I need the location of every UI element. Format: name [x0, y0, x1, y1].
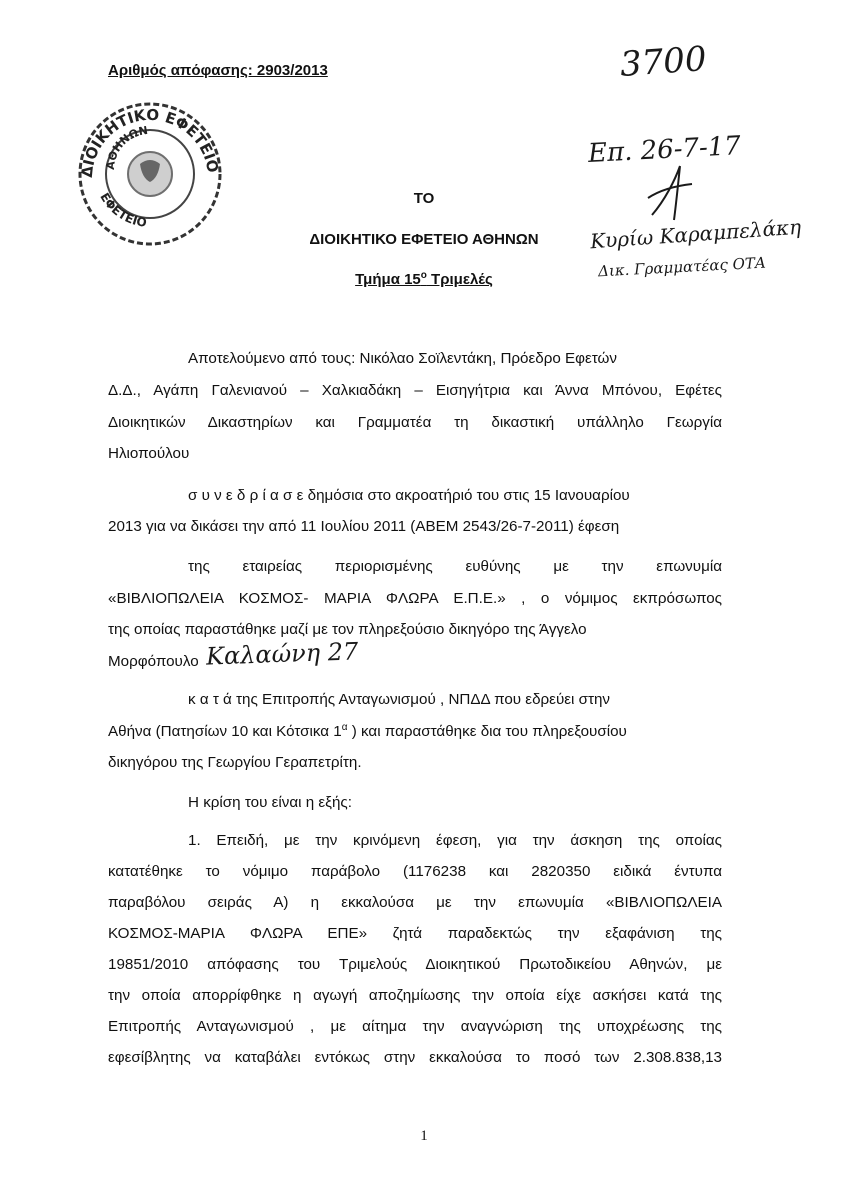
- court-line-1: ΤΟ: [413, 190, 435, 207]
- respondent-line-2: [108, 723, 627, 739]
- appellant-line-1: της εταιρείας περιορισμένης ευθύνης με την επωνυμία: [188, 558, 722, 575]
- paragraph1-line-5: 19851/2010 απόφασης του Τριμελούς Διοικητικού Πρωτοδικείου Αθηνών, με: [108, 956, 722, 973]
- appellant-line-4: Μορφόπουλο: [108, 653, 199, 670]
- court-line-2: ΔΙΟΙΚΗΤΙΚΟ ΕΦΕΤΕΙΟ ΑΘΗΝΩΝ: [309, 231, 539, 248]
- handwritten-date: Επ. 26-7-17: [587, 131, 742, 169]
- paragraph1-line-3: παραβόλου σειράς Α) η εκκαλούσα με την επωνυμία «ΒΙΒΛΙΟΠΩΛΕΙΑ: [108, 894, 722, 911]
- composition-line-2: Δ.Δ., Αγάπη Γαλενιανού – Χαλκιαδάκη – Εισηγήτρια και Άννα Μπόνου, Εφέτες: [108, 382, 722, 399]
- respondent-address: Αθήνα (Πατησίων 10 και Κότσικα 1: [108, 723, 342, 741]
- handwritten-number: 3700: [618, 39, 708, 85]
- composition-line-3: Διοικητικών Δικαστηρίων και Γραμματέα τη δικαστική υπάλληλο Γεωργία: [108, 414, 722, 431]
- stamp-text-inner: ΑΘΗΝΩΝ: [103, 123, 149, 171]
- respondent-address-sup: α: [341, 722, 348, 733]
- paragraph1-line-6: την οποία απορρίφθηκε η αγωγή αποζημίωσης την οποία είχε ασκήσει κατά της: [108, 987, 722, 1004]
- paragraph1-line-1: 1. Επειδή, με την κρινόμενη έφεση, για την άσκηση της οποίας: [188, 832, 722, 849]
- handwritten-signature-mark: [640, 160, 700, 230]
- handwritten-inline-note: Καλαώνη 27: [205, 637, 359, 671]
- composition-line-1: Αποτελούμενο από τους: Νικόλαο Σοϊλεντάκη, Πρόεδρο Εφετών: [188, 350, 618, 367]
- page-number: 1: [420, 1128, 428, 1144]
- handwritten-name-line2: Δικ. Γραμματέας ΟΤΑ: [597, 253, 767, 281]
- session-line-2: 2013 για να δικάσει την από 11 Ιουλίου 2011 (ΑΒΕΜ 2543/26-7-2011) έφεση: [108, 518, 620, 535]
- respondent-address-rest: ) και παραστάθηκε δια του πληρεξουσίου: [347, 723, 627, 741]
- court-section-sup: ο: [420, 270, 427, 281]
- decision-number: Αριθμός απόφασης: 2903/2013: [108, 62, 328, 79]
- paragraph1-line-4: ΚΟΣΜΟΣ-ΜΑΡΙΑ ΦΛΩΡΑ ΕΠΕ» ζητά παραδεκτώς την εξαφάνιση της: [108, 925, 722, 942]
- stamp-text-top: ΔΙΟΙΚΗΤΙΚΟ ΕΦΕΤΕΙΟ: [77, 105, 222, 179]
- court-section-suffix: Τριμελές: [426, 271, 493, 288]
- appellant-line-2: «ΒΙΒΛΙΟΠΩΛΕΙΑ ΚΟΣΜΟΣ- ΜΑΡΙΑ ΦΛΩΡΑ Ε.Π.Ε.» , ο νόμιμος εκπρόσωπος: [108, 590, 722, 607]
- respondent-line-3: δικηγόρου της Γεωργίου Γεραπετρίτη.: [108, 754, 362, 771]
- paragraph1-line-8: εφεσίβλητης να καταβάλει εντόκως στην εκκαλούσα το ποσό των 2.308.838,13: [108, 1049, 722, 1066]
- respondent-line-1: κ α τ ά της Επιτροπής Ανταγωνισμού , ΝΠΔΔ που εδρεύει στην: [188, 691, 611, 708]
- session-line-1: σ υ ν ε δ ρ ί α σ ε δημόσια στο ακροατήριό του στις 15 Ιανουαρίου: [188, 487, 630, 504]
- court-section-prefix: Τμήμα 15: [355, 271, 421, 288]
- stamp-text-bottom: ΕΦΕΤΕΙΟ: [97, 190, 148, 230]
- paragraph1-line-2: κατατέθηκε το νόμιμο παράβολο (1176238 και 2820350 ειδικά έντυπα: [108, 863, 722, 880]
- handwritten-name-line1: Κυρίω Καραμπελάκη: [589, 214, 802, 254]
- paragraph1-line-7: Επιτροπής Ανταγωνισμού , με αίτημα την αναγνώριση της υποχρέωσης της: [108, 1018, 722, 1035]
- judgment-intro: Η κρίση του είναι η εξής:: [188, 794, 352, 811]
- composition-line-4: Ηλιοπούλου: [108, 445, 190, 462]
- appellant-line-3: της οποίας παραστάθηκε μαζί με τον πληρεξούσιο δικηγόρο της Άγγελο: [108, 621, 587, 638]
